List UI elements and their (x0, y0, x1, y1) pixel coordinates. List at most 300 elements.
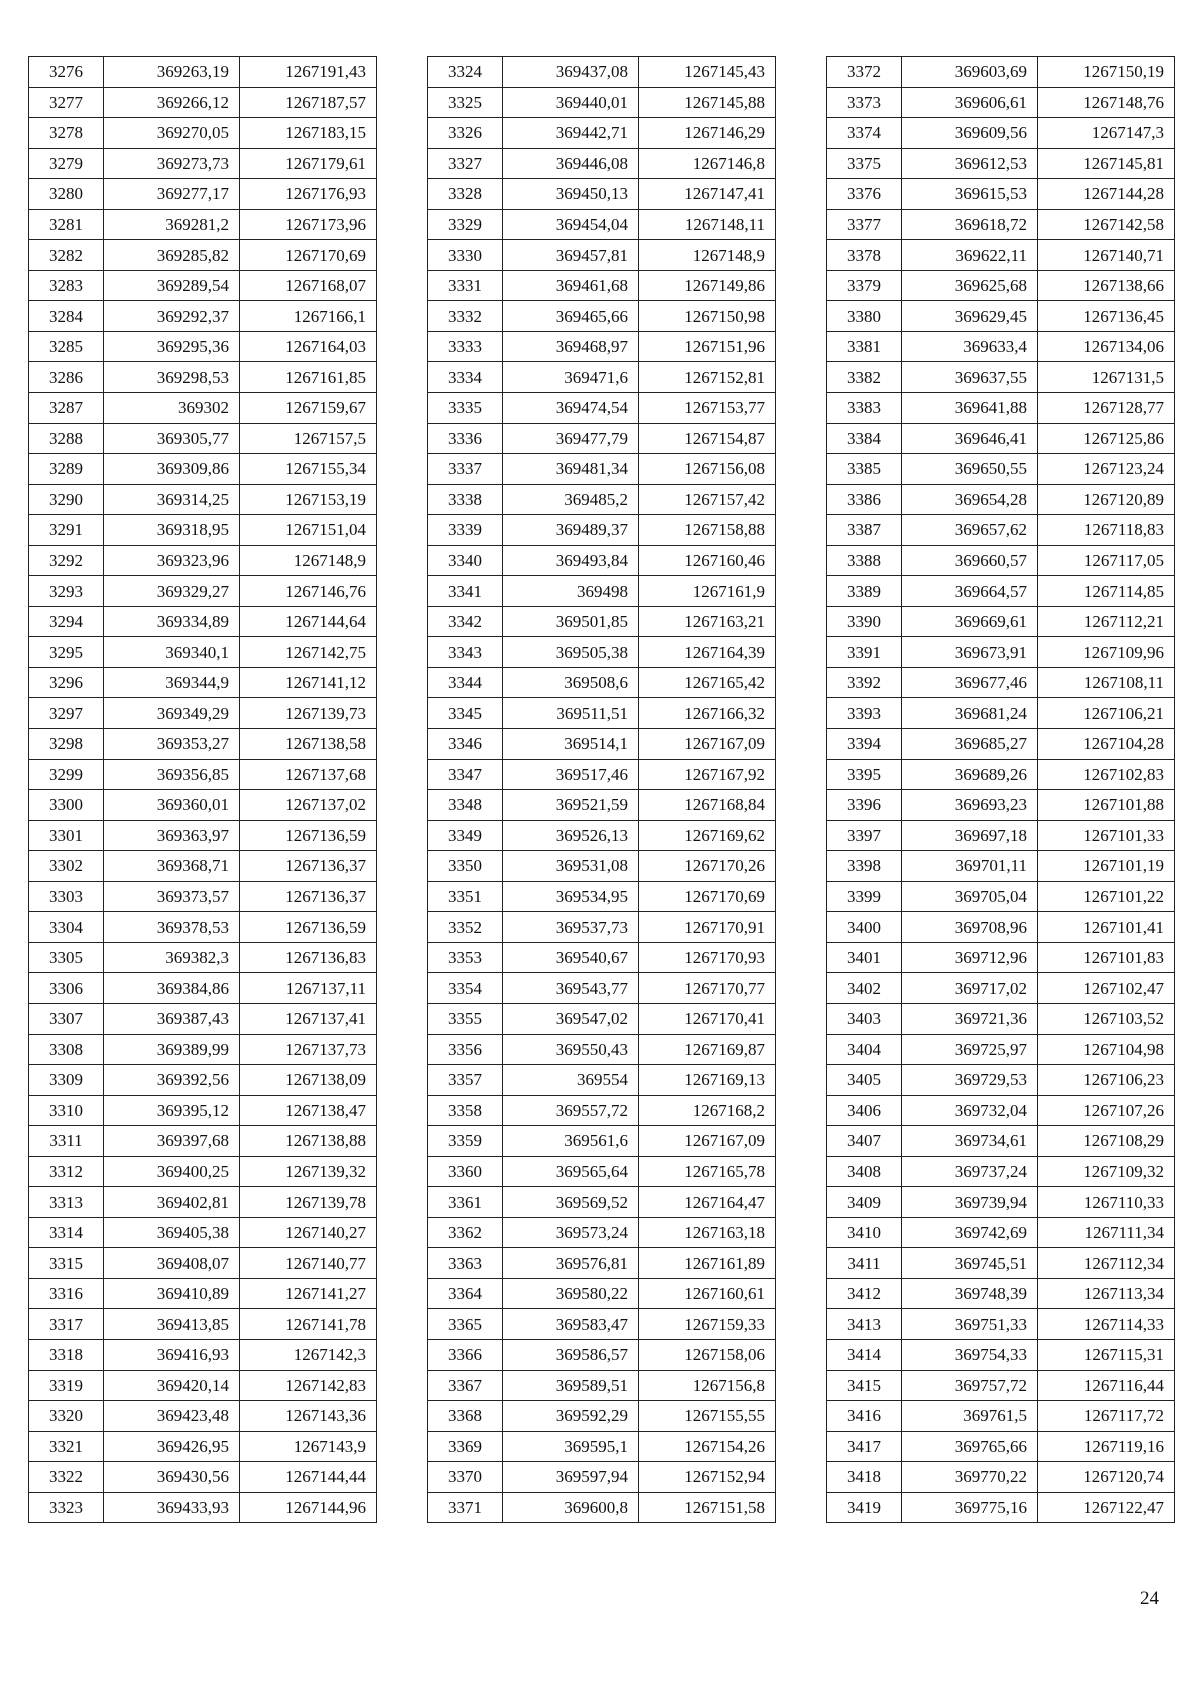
point-number-cell: 3405 (827, 1065, 902, 1096)
y-coordinate-cell: 1267144,44 (240, 1462, 377, 1493)
x-coordinate-cell: 369318,95 (104, 515, 240, 546)
point-number-cell: 3416 (827, 1401, 902, 1432)
point-number-cell: 3285 (29, 331, 104, 362)
point-number-cell: 3379 (827, 270, 902, 301)
x-coordinate-cell: 369397,68 (104, 1126, 240, 1157)
y-coordinate-cell: 1267148,9 (240, 545, 377, 576)
point-number-cell: 3411 (827, 1248, 902, 1279)
y-coordinate-cell: 1267117,05 (1038, 545, 1175, 576)
y-coordinate-cell: 1267139,78 (240, 1187, 377, 1218)
y-coordinate-cell: 1267137,73 (240, 1034, 377, 1065)
point-number-cell: 3385 (827, 454, 902, 485)
point-number-cell: 3393 (827, 698, 902, 729)
table-row (428, 1217, 776, 1248)
table-row (827, 729, 1175, 760)
table-row (428, 1248, 776, 1279)
y-coordinate-cell: 1267144,96 (240, 1492, 377, 1523)
table-row (827, 606, 1175, 637)
point-number-cell: 3303 (29, 881, 104, 912)
table-row (29, 729, 377, 760)
page-number: 24 (1140, 1588, 1159, 1609)
y-coordinate-cell: 1267157,42 (639, 484, 776, 515)
point-number-cell: 3378 (827, 240, 902, 271)
table-row (827, 759, 1175, 790)
x-coordinate-cell: 369603,69 (902, 57, 1038, 88)
x-coordinate-cell: 369281,2 (104, 209, 240, 240)
y-coordinate-cell: 1267176,93 (240, 179, 377, 210)
y-coordinate-cell: 1267136,59 (240, 820, 377, 851)
x-coordinate-cell: 369770,22 (902, 1462, 1038, 1493)
x-coordinate-cell: 369561,6 (503, 1126, 639, 1157)
table-row (827, 301, 1175, 332)
x-coordinate-cell: 369685,27 (902, 729, 1038, 760)
x-coordinate-cell: 369625,68 (902, 270, 1038, 301)
table-row (827, 331, 1175, 362)
table-row (29, 1431, 377, 1462)
table-row (29, 179, 377, 210)
y-coordinate-cell: 1267147,41 (639, 179, 776, 210)
table-row (827, 1309, 1175, 1340)
y-coordinate-cell: 1267146,76 (240, 576, 377, 607)
y-coordinate-cell: 1267151,58 (639, 1492, 776, 1523)
table-row (29, 1370, 377, 1401)
x-coordinate-cell: 369270,05 (104, 118, 240, 149)
table-row (827, 1248, 1175, 1279)
x-coordinate-cell: 369633,4 (902, 331, 1038, 362)
y-coordinate-cell: 1267119,16 (1038, 1431, 1175, 1462)
point-number-cell: 3360 (428, 1156, 503, 1187)
x-coordinate-cell: 369378,53 (104, 912, 240, 943)
point-number-cell: 3322 (29, 1462, 104, 1493)
x-coordinate-cell: 369576,81 (503, 1248, 639, 1279)
y-coordinate-cell: 1267128,77 (1038, 393, 1175, 424)
x-coordinate-cell: 369430,56 (104, 1462, 240, 1493)
y-coordinate-cell: 1267141,78 (240, 1309, 377, 1340)
y-coordinate-cell: 1267101,88 (1038, 790, 1175, 821)
table-row (428, 1339, 776, 1370)
x-coordinate-cell: 369660,57 (902, 545, 1038, 576)
y-coordinate-cell: 1267147,3 (1038, 118, 1175, 149)
y-coordinate-cell: 1267115,31 (1038, 1339, 1175, 1370)
y-coordinate-cell: 1267151,04 (240, 515, 377, 546)
point-number-cell: 3297 (29, 698, 104, 729)
point-number-cell: 3398 (827, 851, 902, 882)
point-number-cell: 3402 (827, 973, 902, 1004)
table-row (428, 57, 776, 88)
x-coordinate-cell: 369721,36 (902, 1003, 1038, 1034)
x-coordinate-cell: 369657,62 (902, 515, 1038, 546)
x-coordinate-cell: 369745,51 (902, 1248, 1038, 1279)
point-number-cell: 3335 (428, 393, 503, 424)
table-row (29, 515, 377, 546)
y-coordinate-cell: 1267107,26 (1038, 1095, 1175, 1126)
point-number-cell: 3278 (29, 118, 104, 149)
y-coordinate-cell: 1267146,8 (639, 148, 776, 179)
table-row (428, 1462, 776, 1493)
table-row (29, 1462, 377, 1493)
x-coordinate-cell: 369697,18 (902, 820, 1038, 851)
table-row (428, 118, 776, 149)
table-row (827, 1370, 1175, 1401)
x-coordinate-cell: 369592,29 (503, 1401, 639, 1432)
x-coordinate-cell: 369765,66 (902, 1431, 1038, 1462)
y-coordinate-cell: 1267134,06 (1038, 331, 1175, 362)
y-coordinate-cell: 1267101,41 (1038, 912, 1175, 943)
y-coordinate-cell: 1267146,29 (639, 118, 776, 149)
point-number-cell: 3294 (29, 606, 104, 637)
table-row (827, 1401, 1175, 1432)
table-row (29, 576, 377, 607)
point-number-cell: 3396 (827, 790, 902, 821)
y-coordinate-cell: 1267138,58 (240, 729, 377, 760)
point-number-cell: 3337 (428, 454, 503, 485)
table-row (428, 576, 776, 607)
y-coordinate-cell: 1267117,72 (1038, 1401, 1175, 1432)
x-coordinate-cell: 369353,27 (104, 729, 240, 760)
point-number-cell: 3384 (827, 423, 902, 454)
y-coordinate-cell: 1267136,59 (240, 912, 377, 943)
y-coordinate-cell: 1267145,88 (639, 87, 776, 118)
y-coordinate-cell: 1267170,69 (240, 240, 377, 271)
point-number-cell: 3371 (428, 1492, 503, 1523)
point-number-cell: 3286 (29, 362, 104, 393)
y-coordinate-cell: 1267161,89 (639, 1248, 776, 1279)
x-coordinate-cell: 369392,56 (104, 1065, 240, 1096)
x-coordinate-cell: 369298,53 (104, 362, 240, 393)
y-coordinate-cell: 1267137,11 (240, 973, 377, 1004)
y-coordinate-cell: 1267156,08 (639, 454, 776, 485)
x-coordinate-cell: 369477,79 (503, 423, 639, 454)
table-row (827, 545, 1175, 576)
y-coordinate-cell: 1267106,21 (1038, 698, 1175, 729)
table-row (29, 331, 377, 362)
x-coordinate-cell: 369580,22 (503, 1278, 639, 1309)
x-coordinate-cell: 369775,16 (902, 1492, 1038, 1523)
x-coordinate-cell: 369650,55 (902, 454, 1038, 485)
point-number-cell: 3329 (428, 209, 503, 240)
y-coordinate-cell: 1267165,42 (639, 667, 776, 698)
y-coordinate-cell: 1267150,19 (1038, 57, 1175, 88)
table-row (29, 637, 377, 668)
table-row (428, 1126, 776, 1157)
y-coordinate-cell: 1267108,11 (1038, 667, 1175, 698)
table-row (428, 301, 776, 332)
table-row (428, 698, 776, 729)
point-number-cell: 3336 (428, 423, 503, 454)
table-row (827, 667, 1175, 698)
x-coordinate-cell: 369557,72 (503, 1095, 639, 1126)
x-coordinate-cell: 369356,85 (104, 759, 240, 790)
x-coordinate-cell: 369629,45 (902, 301, 1038, 332)
x-coordinate-cell: 369757,72 (902, 1370, 1038, 1401)
point-number-cell: 3356 (428, 1034, 503, 1065)
point-number-cell: 3328 (428, 179, 503, 210)
point-number-cell: 3324 (428, 57, 503, 88)
y-coordinate-cell: 1267111,34 (1038, 1217, 1175, 1248)
table-row (827, 1034, 1175, 1065)
point-number-cell: 3366 (428, 1339, 503, 1370)
point-number-cell: 3296 (29, 667, 104, 698)
point-number-cell: 3283 (29, 270, 104, 301)
y-coordinate-cell: 1267138,88 (240, 1126, 377, 1157)
x-coordinate-cell: 369360,01 (104, 790, 240, 821)
table-row (29, 393, 377, 424)
point-number-cell: 3284 (29, 301, 104, 332)
table-row (428, 1401, 776, 1432)
point-number-cell: 3309 (29, 1065, 104, 1096)
table-row (827, 1126, 1175, 1157)
x-coordinate-cell: 369471,6 (503, 362, 639, 393)
point-number-cell: 3410 (827, 1217, 902, 1248)
point-number-cell: 3277 (29, 87, 104, 118)
y-coordinate-cell: 1267138,47 (240, 1095, 377, 1126)
table-row (428, 759, 776, 790)
x-coordinate-cell: 369550,43 (503, 1034, 639, 1065)
x-coordinate-cell: 369263,19 (104, 57, 240, 88)
x-coordinate-cell: 369420,14 (104, 1370, 240, 1401)
table-row (29, 148, 377, 179)
point-number-cell: 3308 (29, 1034, 104, 1065)
point-number-cell: 3320 (29, 1401, 104, 1432)
point-number-cell: 3358 (428, 1095, 503, 1126)
table-row (827, 423, 1175, 454)
table-row (827, 454, 1175, 485)
coordinate-table-1 (28, 56, 377, 1523)
x-coordinate-cell: 369505,38 (503, 637, 639, 668)
point-number-cell: 3305 (29, 942, 104, 973)
table-row (827, 973, 1175, 1004)
x-coordinate-cell: 369669,61 (902, 606, 1038, 637)
x-coordinate-cell: 369742,69 (902, 1217, 1038, 1248)
x-coordinate-cell: 369405,38 (104, 1217, 240, 1248)
y-coordinate-cell: 1267169,13 (639, 1065, 776, 1096)
y-coordinate-cell: 1267141,12 (240, 667, 377, 698)
y-coordinate-cell: 1267120,89 (1038, 484, 1175, 515)
y-coordinate-cell: 1267154,26 (639, 1431, 776, 1462)
y-coordinate-cell: 1267145,81 (1038, 148, 1175, 179)
table-row (428, 729, 776, 760)
y-coordinate-cell: 1267114,33 (1038, 1309, 1175, 1340)
y-coordinate-cell: 1267116,44 (1038, 1370, 1175, 1401)
x-coordinate-cell: 369547,02 (503, 1003, 639, 1034)
point-number-cell: 3407 (827, 1126, 902, 1157)
point-number-cell: 3338 (428, 484, 503, 515)
point-number-cell: 3300 (29, 790, 104, 821)
x-coordinate-cell: 369554 (503, 1065, 639, 1096)
y-coordinate-cell: 1267125,86 (1038, 423, 1175, 454)
y-coordinate-cell: 1267163,21 (639, 606, 776, 637)
y-coordinate-cell: 1267102,47 (1038, 973, 1175, 1004)
x-coordinate-cell: 369289,54 (104, 270, 240, 301)
x-coordinate-cell: 369734,61 (902, 1126, 1038, 1157)
x-coordinate-cell: 369382,3 (104, 942, 240, 973)
table-row (827, 881, 1175, 912)
y-coordinate-cell: 1267123,24 (1038, 454, 1175, 485)
table-row (428, 912, 776, 943)
y-coordinate-cell: 1267113,34 (1038, 1278, 1175, 1309)
x-coordinate-cell: 369526,13 (503, 820, 639, 851)
point-number-cell: 3355 (428, 1003, 503, 1034)
point-number-cell: 3349 (428, 820, 503, 851)
y-coordinate-cell: 1267159,67 (240, 393, 377, 424)
point-number-cell: 3346 (428, 729, 503, 760)
y-coordinate-cell: 1267173,96 (240, 209, 377, 240)
x-coordinate-cell: 369323,96 (104, 545, 240, 576)
table-row (428, 515, 776, 546)
x-coordinate-cell: 369423,48 (104, 1401, 240, 1432)
point-number-cell: 3419 (827, 1492, 902, 1523)
x-coordinate-cell: 369708,96 (902, 912, 1038, 943)
table-row (428, 393, 776, 424)
table-row (428, 637, 776, 668)
y-coordinate-cell: 1267136,37 (240, 851, 377, 882)
point-number-cell: 3326 (428, 118, 503, 149)
x-coordinate-cell: 369573,24 (503, 1217, 639, 1248)
y-coordinate-cell: 1267137,02 (240, 790, 377, 821)
table-row (827, 820, 1175, 851)
x-coordinate-cell: 369748,39 (902, 1278, 1038, 1309)
point-number-cell: 3323 (29, 1492, 104, 1523)
point-number-cell: 3409 (827, 1187, 902, 1218)
x-coordinate-cell: 369314,25 (104, 484, 240, 515)
x-coordinate-cell: 369521,59 (503, 790, 639, 821)
point-number-cell: 3357 (428, 1065, 503, 1096)
y-coordinate-cell: 1267137,41 (240, 1003, 377, 1034)
table-row (29, 545, 377, 576)
table-row (827, 393, 1175, 424)
table-row (827, 484, 1175, 515)
table-row (428, 1156, 776, 1187)
x-coordinate-cell: 369534,95 (503, 881, 639, 912)
y-coordinate-cell: 1267164,39 (639, 637, 776, 668)
table-row (827, 270, 1175, 301)
table-row (428, 1187, 776, 1218)
x-coordinate-cell: 369511,51 (503, 698, 639, 729)
table-row (428, 942, 776, 973)
table-row (428, 454, 776, 485)
x-coordinate-cell: 369501,85 (503, 606, 639, 637)
table-row (29, 1034, 377, 1065)
point-number-cell: 3292 (29, 545, 104, 576)
point-number-cell: 3362 (428, 1217, 503, 1248)
table-row (29, 667, 377, 698)
point-number-cell: 3388 (827, 545, 902, 576)
table-row (827, 179, 1175, 210)
point-number-cell: 3351 (428, 881, 503, 912)
x-coordinate-cell: 369681,24 (902, 698, 1038, 729)
y-coordinate-cell: 1267103,52 (1038, 1003, 1175, 1034)
x-coordinate-cell: 369517,46 (503, 759, 639, 790)
x-coordinate-cell: 369712,96 (902, 942, 1038, 973)
point-number-cell: 3330 (428, 240, 503, 271)
point-number-cell: 3340 (428, 545, 503, 576)
point-number-cell: 3375 (827, 148, 902, 179)
point-number-cell: 3374 (827, 118, 902, 149)
table-row (827, 1492, 1175, 1523)
table-row (29, 1095, 377, 1126)
table-row (29, 912, 377, 943)
x-coordinate-cell: 369440,01 (503, 87, 639, 118)
point-number-cell: 3372 (827, 57, 902, 88)
x-coordinate-cell: 369600,8 (503, 1492, 639, 1523)
y-coordinate-cell: 1267153,77 (639, 393, 776, 424)
table-row (428, 606, 776, 637)
x-coordinate-cell: 369468,97 (503, 331, 639, 362)
table-row (428, 148, 776, 179)
point-number-cell: 3317 (29, 1309, 104, 1340)
y-coordinate-cell: 1267109,32 (1038, 1156, 1175, 1187)
table-row (827, 942, 1175, 973)
x-coordinate-cell: 369437,08 (503, 57, 639, 88)
point-number-cell: 3282 (29, 240, 104, 271)
point-number-cell: 3406 (827, 1095, 902, 1126)
x-coordinate-cell: 369725,97 (902, 1034, 1038, 1065)
x-coordinate-cell: 369285,82 (104, 240, 240, 271)
x-coordinate-cell: 369569,52 (503, 1187, 639, 1218)
y-coordinate-cell: 1267142,75 (240, 637, 377, 668)
y-coordinate-cell: 1267167,09 (639, 729, 776, 760)
table-row (827, 148, 1175, 179)
table-row (827, 1156, 1175, 1187)
point-number-cell: 3397 (827, 820, 902, 851)
point-number-cell: 3386 (827, 484, 902, 515)
point-number-cell: 3295 (29, 637, 104, 668)
y-coordinate-cell: 1267101,22 (1038, 881, 1175, 912)
table-row (29, 1401, 377, 1432)
point-number-cell: 3342 (428, 606, 503, 637)
x-coordinate-cell: 369618,72 (902, 209, 1038, 240)
table-row (428, 790, 776, 821)
point-number-cell: 3365 (428, 1309, 503, 1340)
y-coordinate-cell: 1267140,77 (240, 1248, 377, 1279)
point-number-cell: 3293 (29, 576, 104, 607)
table-row (29, 362, 377, 393)
y-coordinate-cell: 1267170,77 (639, 973, 776, 1004)
x-coordinate-cell: 369340,1 (104, 637, 240, 668)
table-row (827, 57, 1175, 88)
table-row (29, 1187, 377, 1218)
point-number-cell: 3319 (29, 1370, 104, 1401)
y-coordinate-cell: 1267143,36 (240, 1401, 377, 1432)
y-coordinate-cell: 1267163,18 (639, 1217, 776, 1248)
point-number-cell: 3290 (29, 484, 104, 515)
x-coordinate-cell: 369402,81 (104, 1187, 240, 1218)
y-coordinate-cell: 1267158,06 (639, 1339, 776, 1370)
x-coordinate-cell: 369410,89 (104, 1278, 240, 1309)
y-coordinate-cell: 1267161,9 (639, 576, 776, 607)
y-coordinate-cell: 1267114,85 (1038, 576, 1175, 607)
x-coordinate-cell: 369363,97 (104, 820, 240, 851)
table-row (827, 118, 1175, 149)
x-coordinate-cell: 369416,93 (104, 1339, 240, 1370)
table-row (428, 545, 776, 576)
y-coordinate-cell: 1267160,61 (639, 1278, 776, 1309)
x-coordinate-cell: 369273,73 (104, 148, 240, 179)
y-coordinate-cell: 1267101,83 (1038, 942, 1175, 973)
y-coordinate-cell: 1267138,66 (1038, 270, 1175, 301)
y-coordinate-cell: 1267142,83 (240, 1370, 377, 1401)
point-number-cell: 3311 (29, 1126, 104, 1157)
table-row (29, 1156, 377, 1187)
x-coordinate-cell: 369305,77 (104, 423, 240, 454)
y-coordinate-cell: 1267153,19 (240, 484, 377, 515)
x-coordinate-cell: 369717,02 (902, 973, 1038, 1004)
table-row (827, 1065, 1175, 1096)
x-coordinate-cell: 369368,71 (104, 851, 240, 882)
y-coordinate-cell: 1267142,3 (240, 1339, 377, 1370)
y-coordinate-cell: 1267152,81 (639, 362, 776, 393)
table-row (827, 1278, 1175, 1309)
